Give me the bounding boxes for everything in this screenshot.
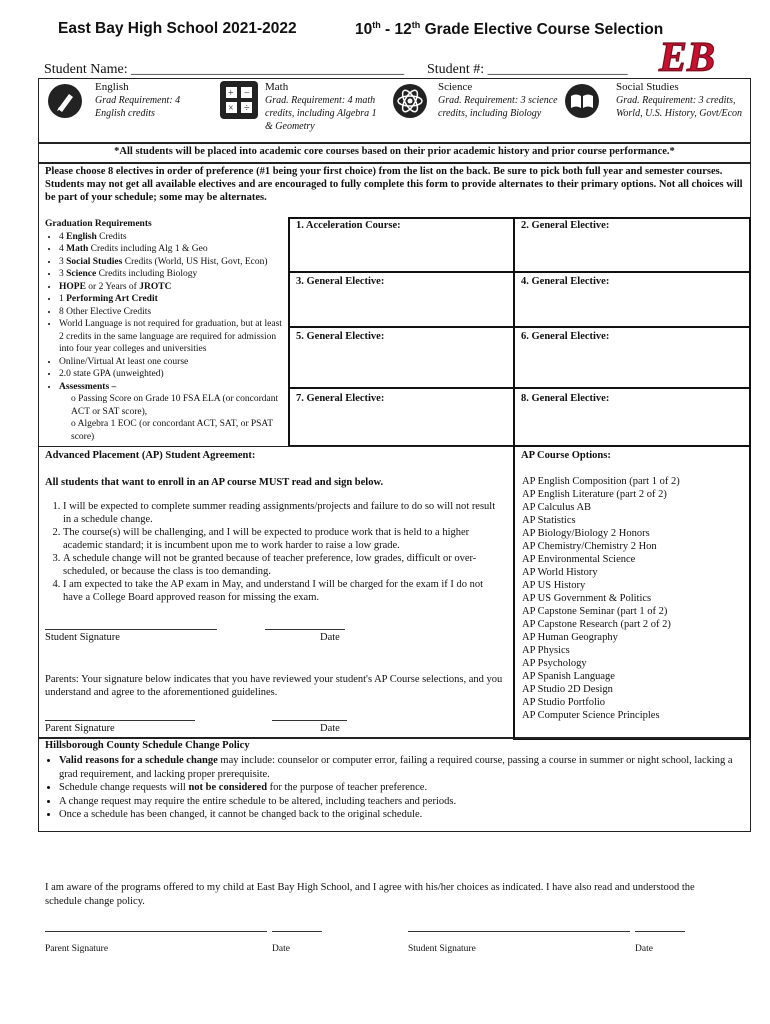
ap-options-title: AP Course Options: [521,450,611,461]
ap-options-list [522,475,747,722]
elective-slot-8[interactable]: 8. General Elective: [521,393,610,404]
elective-slot-6[interactable]: 6. General Elective: [521,331,610,342]
atom-icon [393,84,427,118]
ap-option-item: AP Chemistry/Chemistry 2 Hon [522,541,657,552]
graduation-requirements: Graduation Requirements • 4 English Credits • 4 Math Credits including Alg 1 & Geo • 3 Social Studies Credits (World, US Hist, Govt, Econ) • 3 Science Credits including Biology • HOPE or 2 Years of JROTC • 1 Performing Art Credit • 8 Other Elective Credits • World Language is not required for graduation, but at least 2 credits in the same language are required for admission into four year colleges and universities • Online/Virtual At least one course • 2.0 state GPA (unweighted) • Assessments – o Passing Score on Grade 10 FSA ELA (or concordant ACT or SAT score), o Algebra 1 EOC (or concordant ACT, SAT, or PSAT score) [45,218,285,443]
calculator-icon [220,81,258,119]
ap-option-item: AP Computer Science Principles [522,710,660,721]
ap-agreement-title: Advanced Placement (AP) Student Agreement: [45,450,256,461]
ap-rule: 1. I will be expected to complete summer reading assignments/projects and failure to do so will not result in a schedule change. [63,500,505,526]
assessment-item: o Algebra 1 EOC (or concordant ACT, SAT, or PSAT score) [71,419,273,442]
footer-parent-signature-line[interactable] [45,931,267,932]
assessment-item: o Passing Score on Grade 10 FSA ELA (or concordant ACT or SAT score), [71,394,279,417]
grad-req-item: • 2.0 state GPA (unweighted) [59,368,285,381]
math-requirement: Math Grad. Requirement: 4 math credits, including Algebra 1 & Geometry [265,81,377,132]
ap-option-item: AP English Composition (part 1 of 2) [522,476,680,487]
ap-rules [45,500,505,604]
grad-req-item: • 4 Math Credits including Alg 1 & Geo [59,243,285,256]
parents-statement: Parents: Your signature below indicates that you have reviewed your student's AP Course selections, and you understand and agree to the aforementioned guidelines. [45,674,503,698]
english-requirement: English Grad Requirement: 4 English credits [95,81,181,119]
grid-divider [513,217,515,447]
elective-slot-5[interactable]: 5. General Elective: [296,331,385,342]
grad-req-item: • World Language is not required for graduation, but at least 2 credits in the same language are required for admission into four year colleges and universities [59,318,285,356]
footer-student-signature-line[interactable] [408,931,630,932]
ap-option-item: AP Studio 2D Design [522,684,613,695]
footer-date2-label: Date [635,944,653,954]
svg-text:×: × [228,103,234,114]
ap-separator [38,446,514,447]
footer-date1-line[interactable] [272,931,322,932]
policy-item: • Once a schedule has been changed, it cannot be changed back to the original schedule. [59,808,745,822]
svg-text:−: − [244,88,250,99]
ap-rule: 3. A schedule change will not be granted because of teacher preference, low grades, difficult or over-scheduled, or because the class is too demanding. [63,552,505,578]
elective-slot-1[interactable]: 1. Acceleration Course: [296,220,401,231]
ap-must-read: All students that want to enroll in an AP course MUST read and sign below. [45,477,384,488]
grid-divider [288,387,751,389]
grad-req-item: • 1 Performing Art Credit [59,293,285,306]
policy-item: • A change request may require the entire schedule to be altered, including teachers and periods. [59,795,745,809]
student-signature-label: Student Signature [45,632,120,643]
ap-option-item: AP World History [522,567,598,578]
ap-option-item: AP Statistics [522,515,576,526]
elective-slot-3[interactable]: 3. General Elective: [296,276,385,287]
parent-signature-label: Parent Signature [45,723,115,734]
svg-text:+: + [228,88,234,99]
svg-text:EB: EB [659,35,716,77]
student-number-field[interactable]: Student #: ____________________ [427,62,628,77]
ap-option-item: AP Studio Portfolio [522,697,606,708]
grad-req-item: • Online/Virtual At least one course [59,356,285,369]
parent-date-label: Date [320,723,340,734]
science-requirement: Science Grad. Requirement: 3 science credits, including Biology [438,81,558,119]
ap-option-item: AP Calculus AB [522,502,592,513]
school-logo [655,33,717,77]
footer-date2-line[interactable] [635,931,685,932]
student-name-field[interactable]: Student Name: _______________________________________ [44,62,405,77]
ap-option-item: AP Human Geography [522,632,618,643]
pen-nib-icon [48,84,82,118]
placement-notice: *All students will be placed into academic core courses based on their prior academic history and prior course performance.* [114,146,675,157]
grad-req-item: • Assessments – o Passing Score on Grade 10 FSA ELA (or concordant ACT or SAT score), o Algebra 1 EOC (or concordant ACT, SAT, or PSAT score) [59,381,285,444]
footer-parent-signature-label: Parent Signature [45,944,109,954]
svg-text:÷: ÷ [244,103,250,114]
acknowledgement-statement: I am aware of the programs offered to my child at East Bay High School, and I agree with his/her choices as indicated. I have also read and understood the schedule change policy. [45,882,695,907]
social-studies-requirement: Social Studies Grad. Requirement: 3 credits, World, U.S. History, Govt/Econ [616,81,743,119]
ap-option-item: AP Environmental Science [522,554,636,565]
ap-option-item: AP Physics [522,645,570,656]
page-title: 10th - 12th Grade Elective Course Selection [355,20,664,39]
elective-slot-2[interactable]: 2. General Elective: [521,220,610,231]
policy-list [45,754,745,822]
ap-option-item: AP Psychology [522,658,587,669]
student-date-line[interactable] [265,629,345,630]
grad-req-item: • 4 English Credits [59,231,285,244]
student-signature-line[interactable] [45,629,217,630]
ap-option-item: AP English Literature (part 2 of 2) [522,489,667,500]
elective-slot-7[interactable]: 7. General Elective: [296,393,385,404]
elective-slot-4[interactable]: 4. General Elective: [521,276,610,287]
student-date-label: Date [320,632,340,643]
grad-req-item: • 3 Social Studies Credits (World, US Hist, Govt, Econ) [59,256,285,269]
ap-option-item: AP US History [522,580,586,591]
school-year-title: East Bay High School 2021-2022 [58,20,297,37]
ap-option-item: AP US Government & Politics [522,593,652,604]
ap-option-item: AP Capstone Seminar (part 1 of 2) [522,606,668,617]
grid-divider [288,326,751,328]
policy-title: Hillsborough County Schedule Change Policy [45,740,250,751]
parent-date-line[interactable] [272,720,347,721]
book-icon [565,84,599,118]
grad-req-item: • 8 Other Elective Credits [59,306,285,319]
footer-student-signature-label: Student Signature [408,944,476,954]
policy-item: • Schedule change requests will not be considered for the purpose of teacher preference. [59,781,745,795]
grid-divider [288,271,751,273]
ap-rule: 4. I am expected to take the AP exam in May, and understand I will be charged for the exam if I do not have a College Board approved reason for missing the exam. [63,578,505,604]
instructions: Please choose 8 electives in order of preference (#1 being your first choice) from the list on the back. Be sure to pick both full year and semester courses. Students may not get all available electives and are encouraged to fully complete this form to provide alternates to their primary options. Not all choices will be part of your schedule; some may be alternates. [45,166,743,203]
footer-date1-label: Date [272,944,290,954]
grad-req-item: • HOPE or 2 Years of JROTC [59,281,285,294]
grad-req-item: • 3 Science Credits including Biology [59,268,285,281]
policy-item: • Valid reasons for a schedule change may include: counselor or computer error, failing a required course, passing a course in summer or night school, lacking a grad requirement, and lacking proper prerequisite. [59,754,745,781]
ap-option-item: AP Capstone Research (part 2 of 2) [522,619,671,630]
ap-rule: 2. The course(s) will be challenging, and I will be expected to produce work that is held to a higher academic standard; it is incumbent upon me to work harder to raise a low grade. [63,526,505,552]
ap-option-item: AP Spanish Language [522,671,615,682]
ap-option-item: AP Biology/Biology 2 Honors [522,528,650,539]
parent-signature-line[interactable] [45,720,195,721]
